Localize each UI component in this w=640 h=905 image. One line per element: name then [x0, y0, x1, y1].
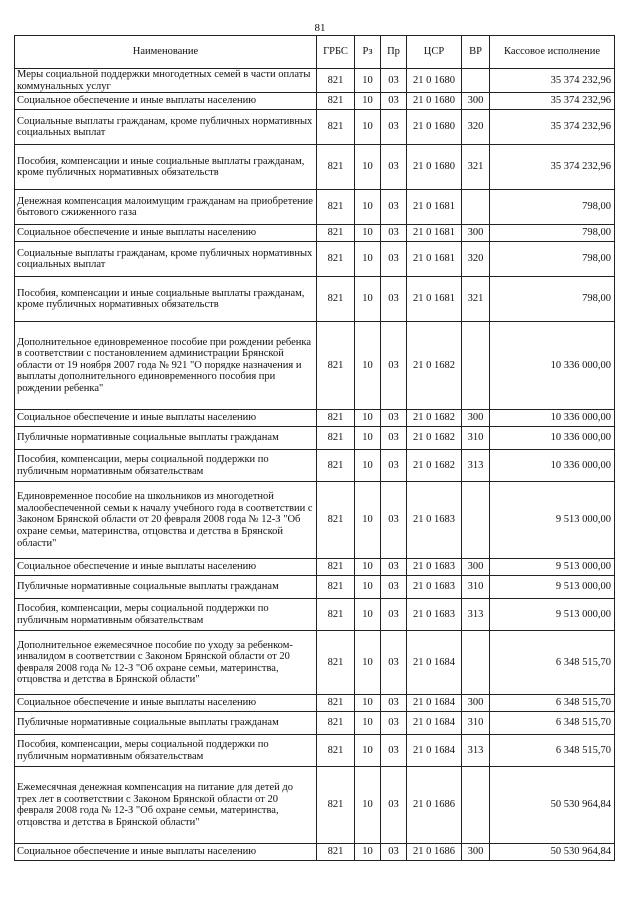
table-row — [15, 225, 615, 242]
row-amount-cell: 6 348 515,70 — [490, 631, 615, 695]
row-vr-cell: 300 — [462, 844, 490, 861]
row-amount-cell: 798,00 — [490, 277, 615, 322]
row-pr-cell: 03 — [381, 576, 407, 599]
header-pr: Пр — [381, 36, 407, 69]
row-grbs-cell: 821 — [317, 712, 355, 735]
row-pr-cell: 03 — [381, 277, 407, 322]
header-csr: ЦСР — [407, 36, 462, 69]
row-vr-cell: 300 — [462, 695, 490, 712]
row-grbs-cell: 821 — [317, 410, 355, 427]
row-pr-cell: 03 — [381, 110, 407, 145]
row-grbs-cell: 821 — [317, 576, 355, 599]
row-rz-cell: 10 — [355, 110, 381, 145]
row-name-cell: Единовременное пособие на школьников из многодетной малообеспеченной семьи к началу учебного года в соответствии с Законом Брянской области от 20 февраля 2008 года № 12-З "Об охране семьи, материнства, отцовства и детства в Брянской области" — [15, 482, 317, 559]
row-rz-cell: 10 — [355, 576, 381, 599]
row-grbs-cell: 821 — [317, 735, 355, 767]
row-vr-cell: 320 — [462, 110, 490, 145]
row-vr-cell: 320 — [462, 242, 490, 277]
row-name-cell: Меры социальной поддержки многодетных семей в части оплаты коммунальных услуг — [15, 69, 317, 93]
row-rz-cell: 10 — [355, 277, 381, 322]
table-row — [15, 735, 615, 767]
row-csr-cell: 21 0 1683 — [407, 482, 462, 559]
table-row — [15, 242, 615, 277]
table-row — [15, 559, 615, 576]
budget-execution-table — [14, 35, 615, 861]
row-pr-cell: 03 — [381, 190, 407, 225]
row-pr-cell: 03 — [381, 427, 407, 450]
row-csr-cell: 21 0 1684 — [407, 695, 462, 712]
header-grbs: ГРБС — [317, 36, 355, 69]
row-amount-cell: 10 336 000,00 — [490, 410, 615, 427]
table-row — [15, 712, 615, 735]
row-grbs-cell: 821 — [317, 767, 355, 844]
row-pr-cell: 03 — [381, 145, 407, 190]
row-vr-cell: 300 — [462, 225, 490, 242]
row-rz-cell: 10 — [355, 225, 381, 242]
row-vr-cell — [462, 190, 490, 225]
row-rz-cell: 10 — [355, 427, 381, 450]
row-vr-cell: 310 — [462, 427, 490, 450]
row-amount-cell: 798,00 — [490, 242, 615, 277]
row-pr-cell: 03 — [381, 559, 407, 576]
row-grbs-cell: 821 — [317, 450, 355, 482]
row-rz-cell: 10 — [355, 712, 381, 735]
row-csr-cell: 21 0 1682 — [407, 410, 462, 427]
table-row — [15, 277, 615, 322]
row-rz-cell: 10 — [355, 559, 381, 576]
row-name-cell: Социальное обеспечение и иные выплаты населению — [15, 410, 317, 427]
row-grbs-cell: 821 — [317, 695, 355, 712]
header-row — [15, 36, 615, 69]
row-vr-cell: 313 — [462, 735, 490, 767]
row-rz-cell: 10 — [355, 242, 381, 277]
table-row — [15, 576, 615, 599]
row-csr-cell: 21 0 1681 — [407, 190, 462, 225]
row-name-cell: Социальное обеспечение и иные выплаты населению — [15, 844, 317, 861]
row-grbs-cell: 821 — [317, 844, 355, 861]
table-row — [15, 599, 615, 631]
row-rz-cell: 10 — [355, 450, 381, 482]
row-pr-cell: 03 — [381, 93, 407, 110]
row-name-cell: Социальное обеспечение и иные выплаты населению — [15, 225, 317, 242]
row-grbs-cell: 821 — [317, 242, 355, 277]
row-vr-cell: 300 — [462, 559, 490, 576]
table-row — [15, 190, 615, 225]
table-row — [15, 410, 615, 427]
row-amount-cell: 6 348 515,70 — [490, 695, 615, 712]
row-pr-cell: 03 — [381, 450, 407, 482]
row-pr-cell: 03 — [381, 322, 407, 410]
row-amount-cell: 35 374 232,96 — [490, 69, 615, 93]
row-csr-cell: 21 0 1684 — [407, 631, 462, 695]
row-pr-cell: 03 — [381, 735, 407, 767]
row-rz-cell: 10 — [355, 482, 381, 559]
row-csr-cell: 21 0 1684 — [407, 735, 462, 767]
row-pr-cell: 03 — [381, 631, 407, 695]
row-pr-cell: 03 — [381, 844, 407, 861]
row-name-cell: Пособия, компенсации и иные социальные выплаты гражданам, кроме публичных нормативных обязательств — [15, 277, 317, 322]
row-rz-cell: 10 — [355, 322, 381, 410]
row-name-cell: Социальное обеспечение и иные выплаты населению — [15, 559, 317, 576]
row-csr-cell: 21 0 1683 — [407, 559, 462, 576]
table-row — [15, 110, 615, 145]
row-amount-cell: 9 513 000,00 — [490, 482, 615, 559]
row-csr-cell: 21 0 1680 — [407, 93, 462, 110]
row-rz-cell: 10 — [355, 69, 381, 93]
row-grbs-cell: 821 — [317, 190, 355, 225]
row-csr-cell: 21 0 1680 — [407, 145, 462, 190]
row-amount-cell: 9 513 000,00 — [490, 599, 615, 631]
row-pr-cell: 03 — [381, 767, 407, 844]
row-vr-cell: 313 — [462, 599, 490, 631]
row-csr-cell: 21 0 1682 — [407, 322, 462, 410]
row-name-cell: Пособия, компенсации, меры социальной поддержки по публичным нормативным обязательствам — [15, 599, 317, 631]
row-vr-cell: 321 — [462, 277, 490, 322]
row-csr-cell: 21 0 1683 — [407, 576, 462, 599]
row-vr-cell — [462, 767, 490, 844]
row-amount-cell: 10 336 000,00 — [490, 322, 615, 410]
table-row — [15, 427, 615, 450]
row-rz-cell: 10 — [355, 631, 381, 695]
row-pr-cell: 03 — [381, 695, 407, 712]
row-rz-cell: 10 — [355, 767, 381, 844]
row-grbs-cell: 821 — [317, 427, 355, 450]
table-row — [15, 631, 615, 695]
row-pr-cell: 03 — [381, 242, 407, 277]
row-name-cell: Пособия, компенсации, меры социальной поддержки по публичным нормативным обязательствам — [15, 735, 317, 767]
row-rz-cell: 10 — [355, 599, 381, 631]
row-pr-cell: 03 — [381, 69, 407, 93]
row-pr-cell: 03 — [381, 225, 407, 242]
row-amount-cell: 35 374 232,96 — [490, 145, 615, 190]
table-row — [15, 93, 615, 110]
row-grbs-cell: 821 — [317, 631, 355, 695]
row-csr-cell: 21 0 1681 — [407, 225, 462, 242]
row-name-cell: Социальные выплаты гражданам, кроме публичных нормативных социальных выплат — [15, 110, 317, 145]
row-name-cell: Дополнительное единовременное пособие при рождении ребенка в соответствии с постановлением администрации Брянской области от 19 ноября 2007 года № 921 "О порядке назначения и выплаты дополнительного единовременного пособия при рождении ребенка" — [15, 322, 317, 410]
row-csr-cell: 21 0 1684 — [407, 712, 462, 735]
row-csr-cell: 21 0 1680 — [407, 69, 462, 93]
row-rz-cell: 10 — [355, 735, 381, 767]
row-csr-cell: 21 0 1680 — [407, 110, 462, 145]
row-vr-cell: 300 — [462, 410, 490, 427]
row-name-cell: Пособия, компенсации, меры социальной поддержки по публичным нормативным обязательствам — [15, 450, 317, 482]
row-amount-cell: 6 348 515,70 — [490, 735, 615, 767]
row-grbs-cell: 821 — [317, 225, 355, 242]
row-csr-cell: 21 0 1681 — [407, 277, 462, 322]
row-amount-cell: 50 530 964,84 — [490, 844, 615, 861]
header-name: Наименование — [15, 36, 317, 69]
row-csr-cell: 21 0 1682 — [407, 427, 462, 450]
row-amount-cell: 9 513 000,00 — [490, 576, 615, 599]
header-vr: ВР — [462, 36, 490, 69]
table-row — [15, 322, 615, 410]
row-grbs-cell: 821 — [317, 482, 355, 559]
row-csr-cell: 21 0 1683 — [407, 599, 462, 631]
row-csr-cell: 21 0 1686 — [407, 844, 462, 861]
row-pr-cell: 03 — [381, 599, 407, 631]
row-amount-cell: 798,00 — [490, 225, 615, 242]
header-amount: Кассовое исполнение — [490, 36, 615, 69]
table-row — [15, 69, 615, 93]
row-grbs-cell: 821 — [317, 277, 355, 322]
row-name-cell: Социальное обеспечение и иные выплаты населению — [15, 93, 317, 110]
row-grbs-cell: 821 — [317, 110, 355, 145]
row-amount-cell: 10 336 000,00 — [490, 450, 615, 482]
row-vr-cell: 321 — [462, 145, 490, 190]
row-amount-cell: 798,00 — [490, 190, 615, 225]
row-name-cell: Социальное обеспечение и иные выплаты населению — [15, 695, 317, 712]
row-rz-cell: 10 — [355, 145, 381, 190]
row-vr-cell — [462, 631, 490, 695]
row-vr-cell: 310 — [462, 576, 490, 599]
row-name-cell: Социальные выплаты гражданам, кроме публичных нормативных социальных выплат — [15, 242, 317, 277]
row-name-cell: Публичные нормативные социальные выплаты гражданам — [15, 427, 317, 450]
row-name-cell: Публичные нормативные социальные выплаты гражданам — [15, 576, 317, 599]
row-grbs-cell: 821 — [317, 69, 355, 93]
row-amount-cell: 6 348 515,70 — [490, 712, 615, 735]
row-amount-cell: 35 374 232,96 — [490, 110, 615, 145]
row-grbs-cell: 821 — [317, 322, 355, 410]
row-vr-cell — [462, 482, 490, 559]
row-grbs-cell: 821 — [317, 145, 355, 190]
row-pr-cell: 03 — [381, 410, 407, 427]
row-name-cell: Денежная компенсация малоимущим гражданам на приобретение бытового сжиженного газа — [15, 190, 317, 225]
row-grbs-cell: 821 — [317, 599, 355, 631]
row-rz-cell: 10 — [355, 93, 381, 110]
row-grbs-cell: 821 — [317, 93, 355, 110]
row-name-cell: Пособия, компенсации и иные социальные выплаты гражданам, кроме публичных нормативных обязательств — [15, 145, 317, 190]
table-row — [15, 450, 615, 482]
row-csr-cell: 21 0 1682 — [407, 450, 462, 482]
row-rz-cell: 10 — [355, 844, 381, 861]
row-pr-cell: 03 — [381, 712, 407, 735]
row-vr-cell — [462, 69, 490, 93]
table-row — [15, 482, 615, 559]
table-row — [15, 145, 615, 190]
row-vr-cell — [462, 322, 490, 410]
table-row — [15, 767, 615, 844]
row-amount-cell: 10 336 000,00 — [490, 427, 615, 450]
row-vr-cell: 313 — [462, 450, 490, 482]
row-csr-cell: 21 0 1686 — [407, 767, 462, 844]
row-vr-cell: 300 — [462, 93, 490, 110]
row-grbs-cell: 821 — [317, 559, 355, 576]
row-name-cell: Ежемесячная денежная компенсация на питание для детей до трех лет в соответствии с Законом Брянской области от 20 февраля 2008 года № 12-З "Об охране семьи, материнства, отцовства и детства в Брянской области" — [15, 767, 317, 844]
row-rz-cell: 10 — [355, 695, 381, 712]
row-pr-cell: 03 — [381, 482, 407, 559]
row-amount-cell: 35 374 232,96 — [490, 93, 615, 110]
row-rz-cell: 10 — [355, 190, 381, 225]
row-rz-cell: 10 — [355, 410, 381, 427]
header-rz: Рз — [355, 36, 381, 69]
row-vr-cell: 310 — [462, 712, 490, 735]
table-row — [15, 695, 615, 712]
row-amount-cell: 9 513 000,00 — [490, 559, 615, 576]
row-name-cell: Публичные нормативные социальные выплаты гражданам — [15, 712, 317, 735]
page-number: 81 — [314, 22, 326, 34]
table-row — [15, 844, 615, 861]
row-name-cell: Дополнительное ежемесячное пособие по уходу за ребенком-инвалидом в соответствии с Законом Брянской области от 20 февраля 2008 года № 12-З "Об охране семьи, материнства, отцовства и детства в Брянской области" — [15, 631, 317, 695]
row-amount-cell: 50 530 964,84 — [490, 767, 615, 844]
row-csr-cell: 21 0 1681 — [407, 242, 462, 277]
